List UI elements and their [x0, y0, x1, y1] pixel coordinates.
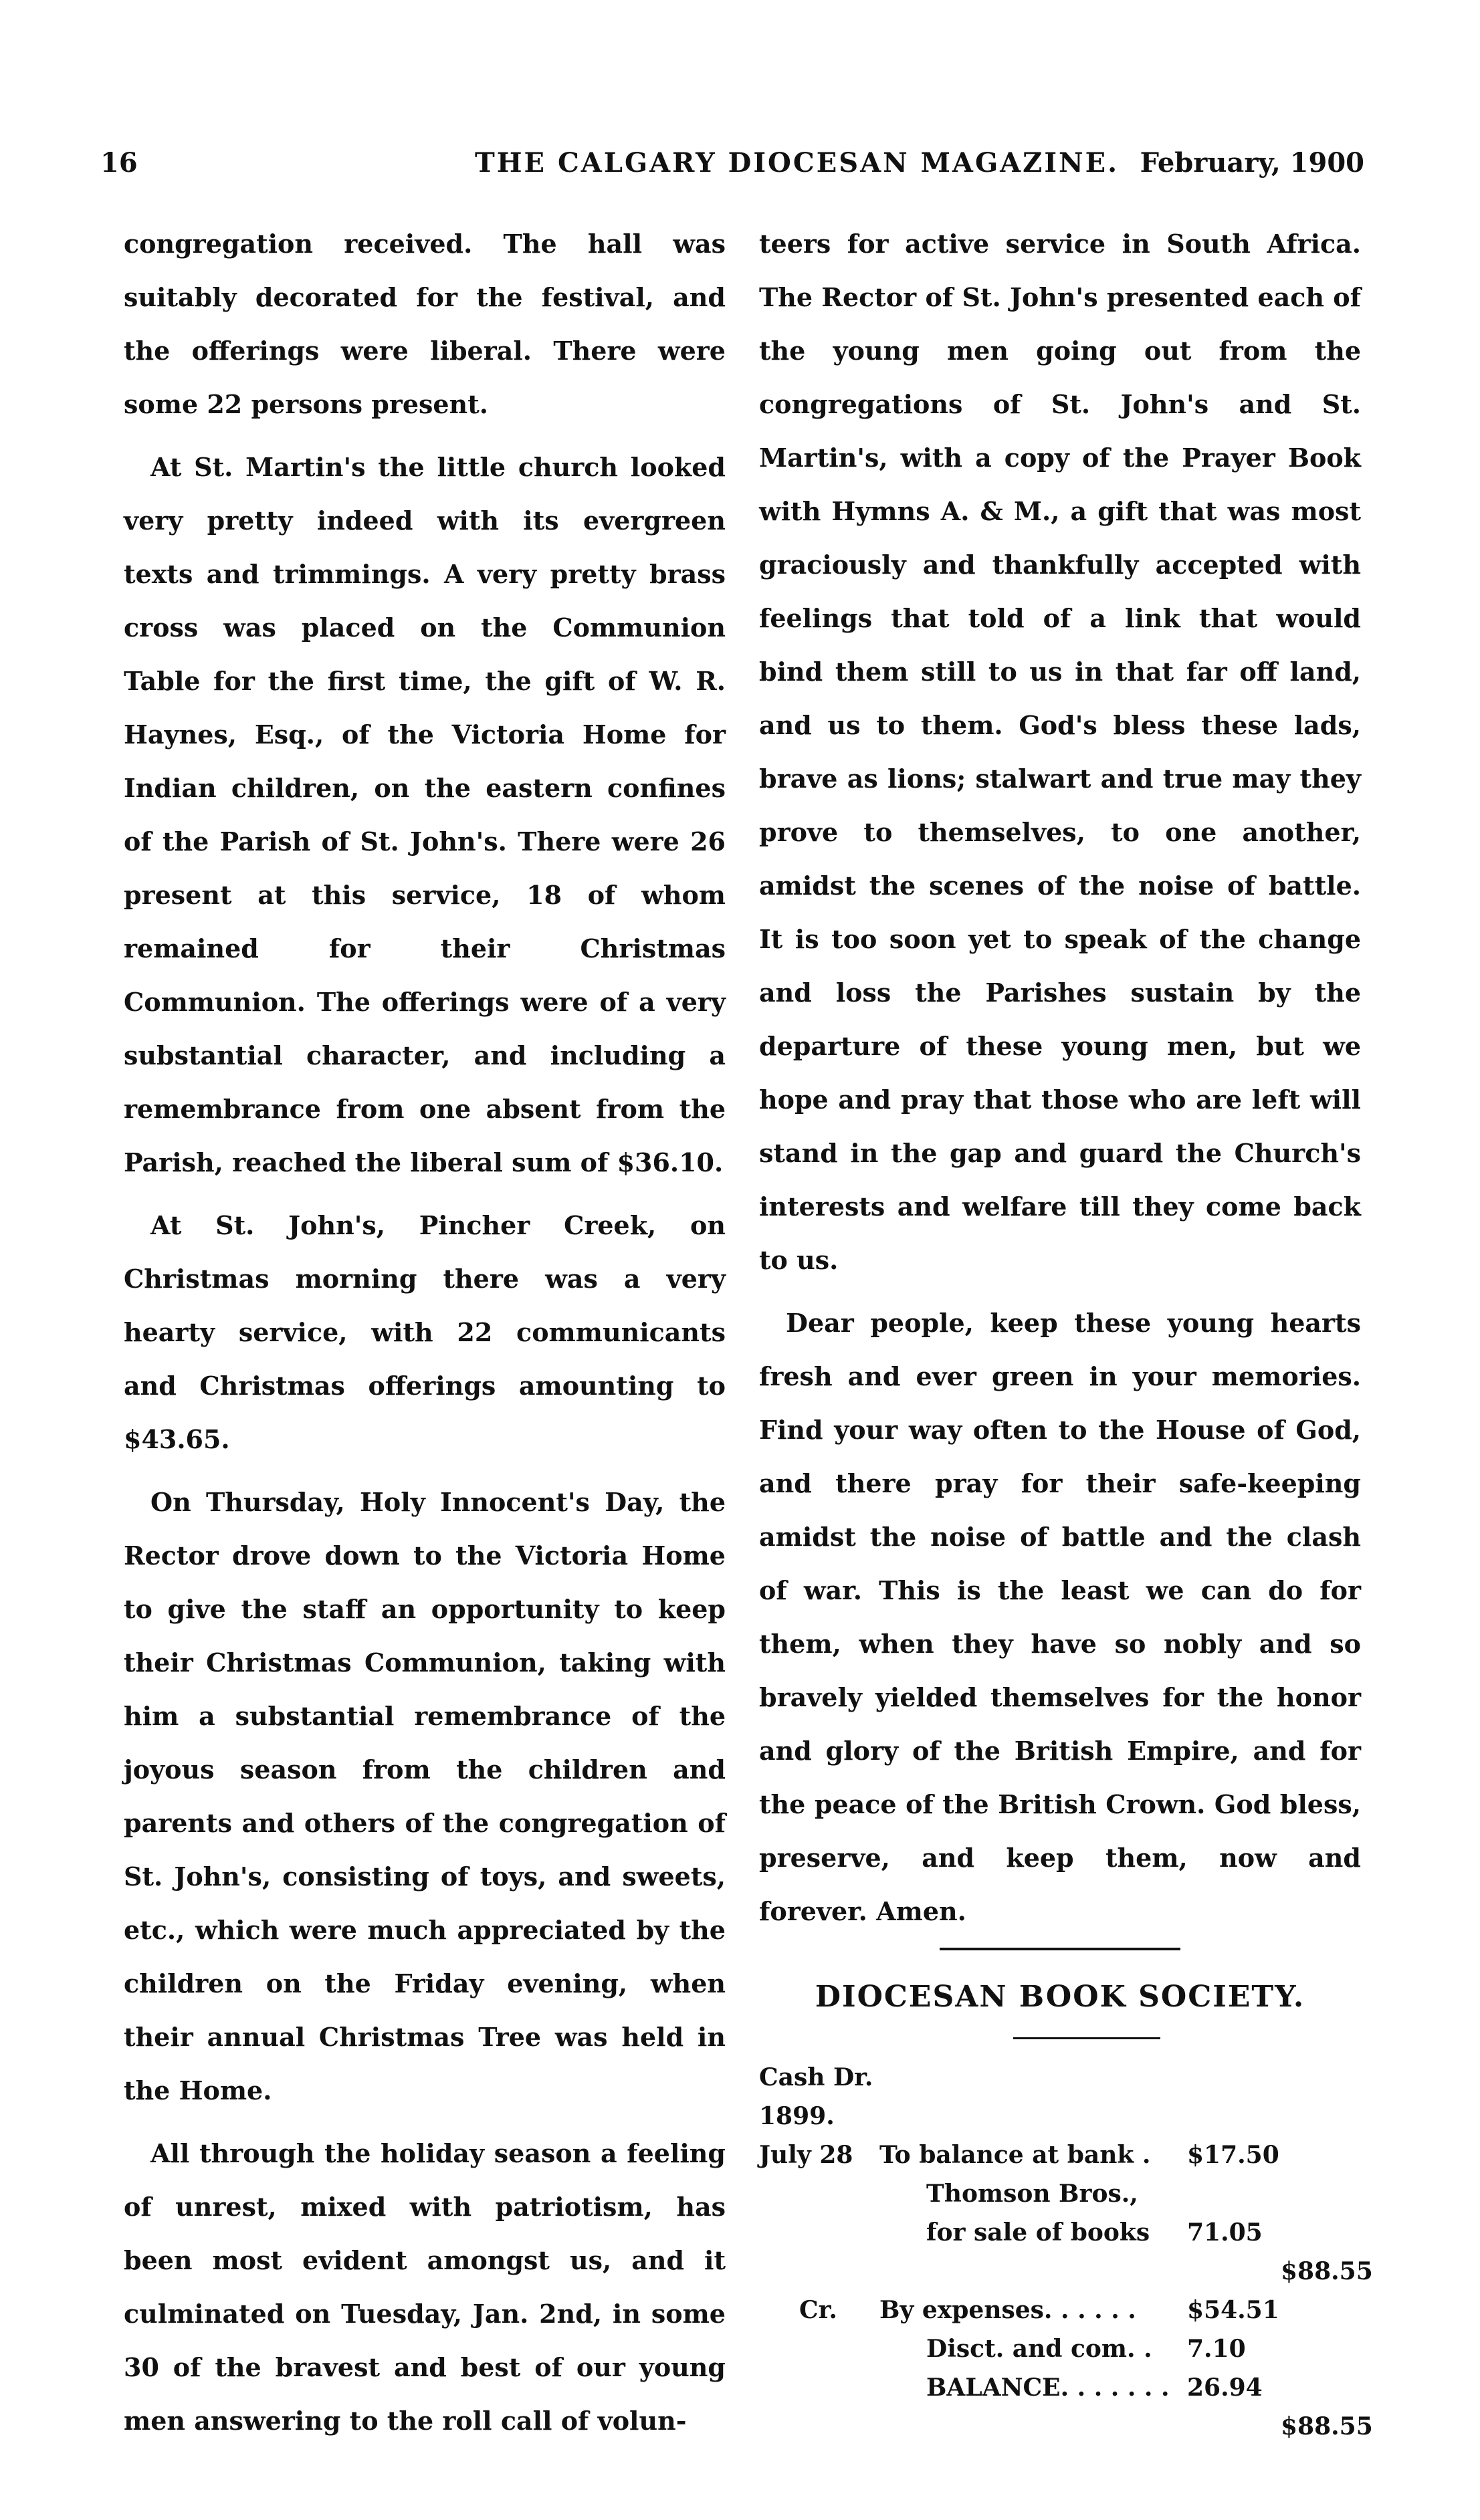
paragraph: congregation received. The hall was suitably decorated for the festival, and the offerings were liberal. There were some 22 persons present. [124, 229, 726, 419]
ledger-entry: for sale of books [926, 2218, 1150, 2247]
page-number: 16 [100, 147, 138, 179]
book-society-ledger [759, 2058, 1373, 2446]
ledger-account: Cash Dr. [759, 2063, 873, 2091]
ledger-year: 1899. [759, 2102, 835, 2130]
ledger-entry: BALANCE. . . . . . . [926, 2374, 1170, 2402]
section-divider [940, 1948, 1180, 1950]
ledger-amount: 7.10 [1187, 2335, 1246, 2363]
ledger-entry: To balance at bank . [879, 2141, 1151, 2169]
ledger-amount: $54.51 [1187, 2296, 1279, 2324]
paragraph: On Thursday, Holy Innocent's Day, the Rector drove down to the Victoria Home to give the staff an opportunity to keep their Christmas Communion, taking with him a substantial remembrance of the joyous season from the children and parents and others of the congregation of St. John's, consisting of toys, and sweets, etc., which were much appreciated by the children on the Friday evening, when their annual Christmas Tree was held in the Home. [124, 1487, 726, 2105]
ledger-amount: 26.94 [1187, 2374, 1263, 2402]
ledger-amount: 71.05 [1187, 2218, 1263, 2247]
page-header [100, 147, 1364, 194]
ledger-credit-label: Cr. [799, 2296, 837, 2324]
left-column [124, 217, 726, 2457]
book-society-title: DIOCESAN BOOK SOCIETY. [815, 1980, 1305, 2014]
ledger-date: July 28 [759, 2141, 853, 2169]
paragraph: At St. John's, Pincher Creek, on Christmas morning there was a very hearty service, with 22 communicants and Christmas offerings amounting to $43.65. [124, 1210, 726, 1454]
ledger-entry: Disct. and com. . [926, 2335, 1152, 2363]
paragraph: teers for active service in South Africa. The Rector of St. John's presented each of the young men going out from the congregations of St. John's and St. Martin's, with a copy of the Prayer Book with Hymns A. & M., a gift that was most graciously and thankfully accepted with feelings that told of a link that would bind them still to us in that far off land, and us to them. God's bless these lads, brave as lions; stalwart and true may they prove to themselves, to one another, amidst the scenes of the noise of battle. It is too soon yet to speak of the change and loss the Parishes sustain by the departure of these young men, but we hope and pray that those who are left will stand in the gap and guard the Church's interests and welfare till they come back to us. [759, 229, 1361, 1275]
ledger-amount: $17.50 [1187, 2141, 1279, 2169]
issue-date: February, 1900 [1140, 147, 1364, 179]
ledger-entry: By expenses. . . . . . [879, 2296, 1136, 2324]
paragraph: At St. Martin's the little church looked very pretty indeed with its evergreen texts and trimmings. A very pretty brass cross was placed on the Communion Table for the first time, the gift of W. R. Haynes, Esq., of the Victoria Home for Indian children, on the eastern confines of the Parish of St. John's. There were 26 present at this service, 18 of whom remained for their Christmas Communion. The offerings were of a very substantial character, and including a remembrance from one absent from the Parish, reached the liberal sum of $36.10. [124, 452, 726, 1177]
paragraph: All through the holiday season a feeling of unrest, mixed with patriotism, has been most evident amongst us, and it culminated on Tuesday, Jan. 2nd, in some 30 of the bravest and best of our young men answering to the roll call of volun- [124, 2138, 726, 2436]
ledger-entry: Thomson Bros., [926, 2180, 1138, 2208]
ledger-total: $88.55 [1281, 2257, 1373, 2285]
ledger-total: $88.55 [1281, 2412, 1373, 2440]
title-underline [1013, 2037, 1160, 2039]
magazine-title: THE CALGARY DIOCESAN MAGAZINE. [475, 147, 1120, 179]
paragraph: Dear people, keep these young hearts fresh and ever green in your memories. Find your way often to the House of God, and there pray for their safe-keeping amidst the noise of battle and the clash of war. This is the least we can do for them, when they have so nobly and so bravely yielded themselves for the honor and glory of the British Empire, and for the peace of the British Crown. God bless, preserve, and keep them, now and forever. Amen. [759, 1308, 1361, 1926]
right-column [759, 217, 1373, 2446]
